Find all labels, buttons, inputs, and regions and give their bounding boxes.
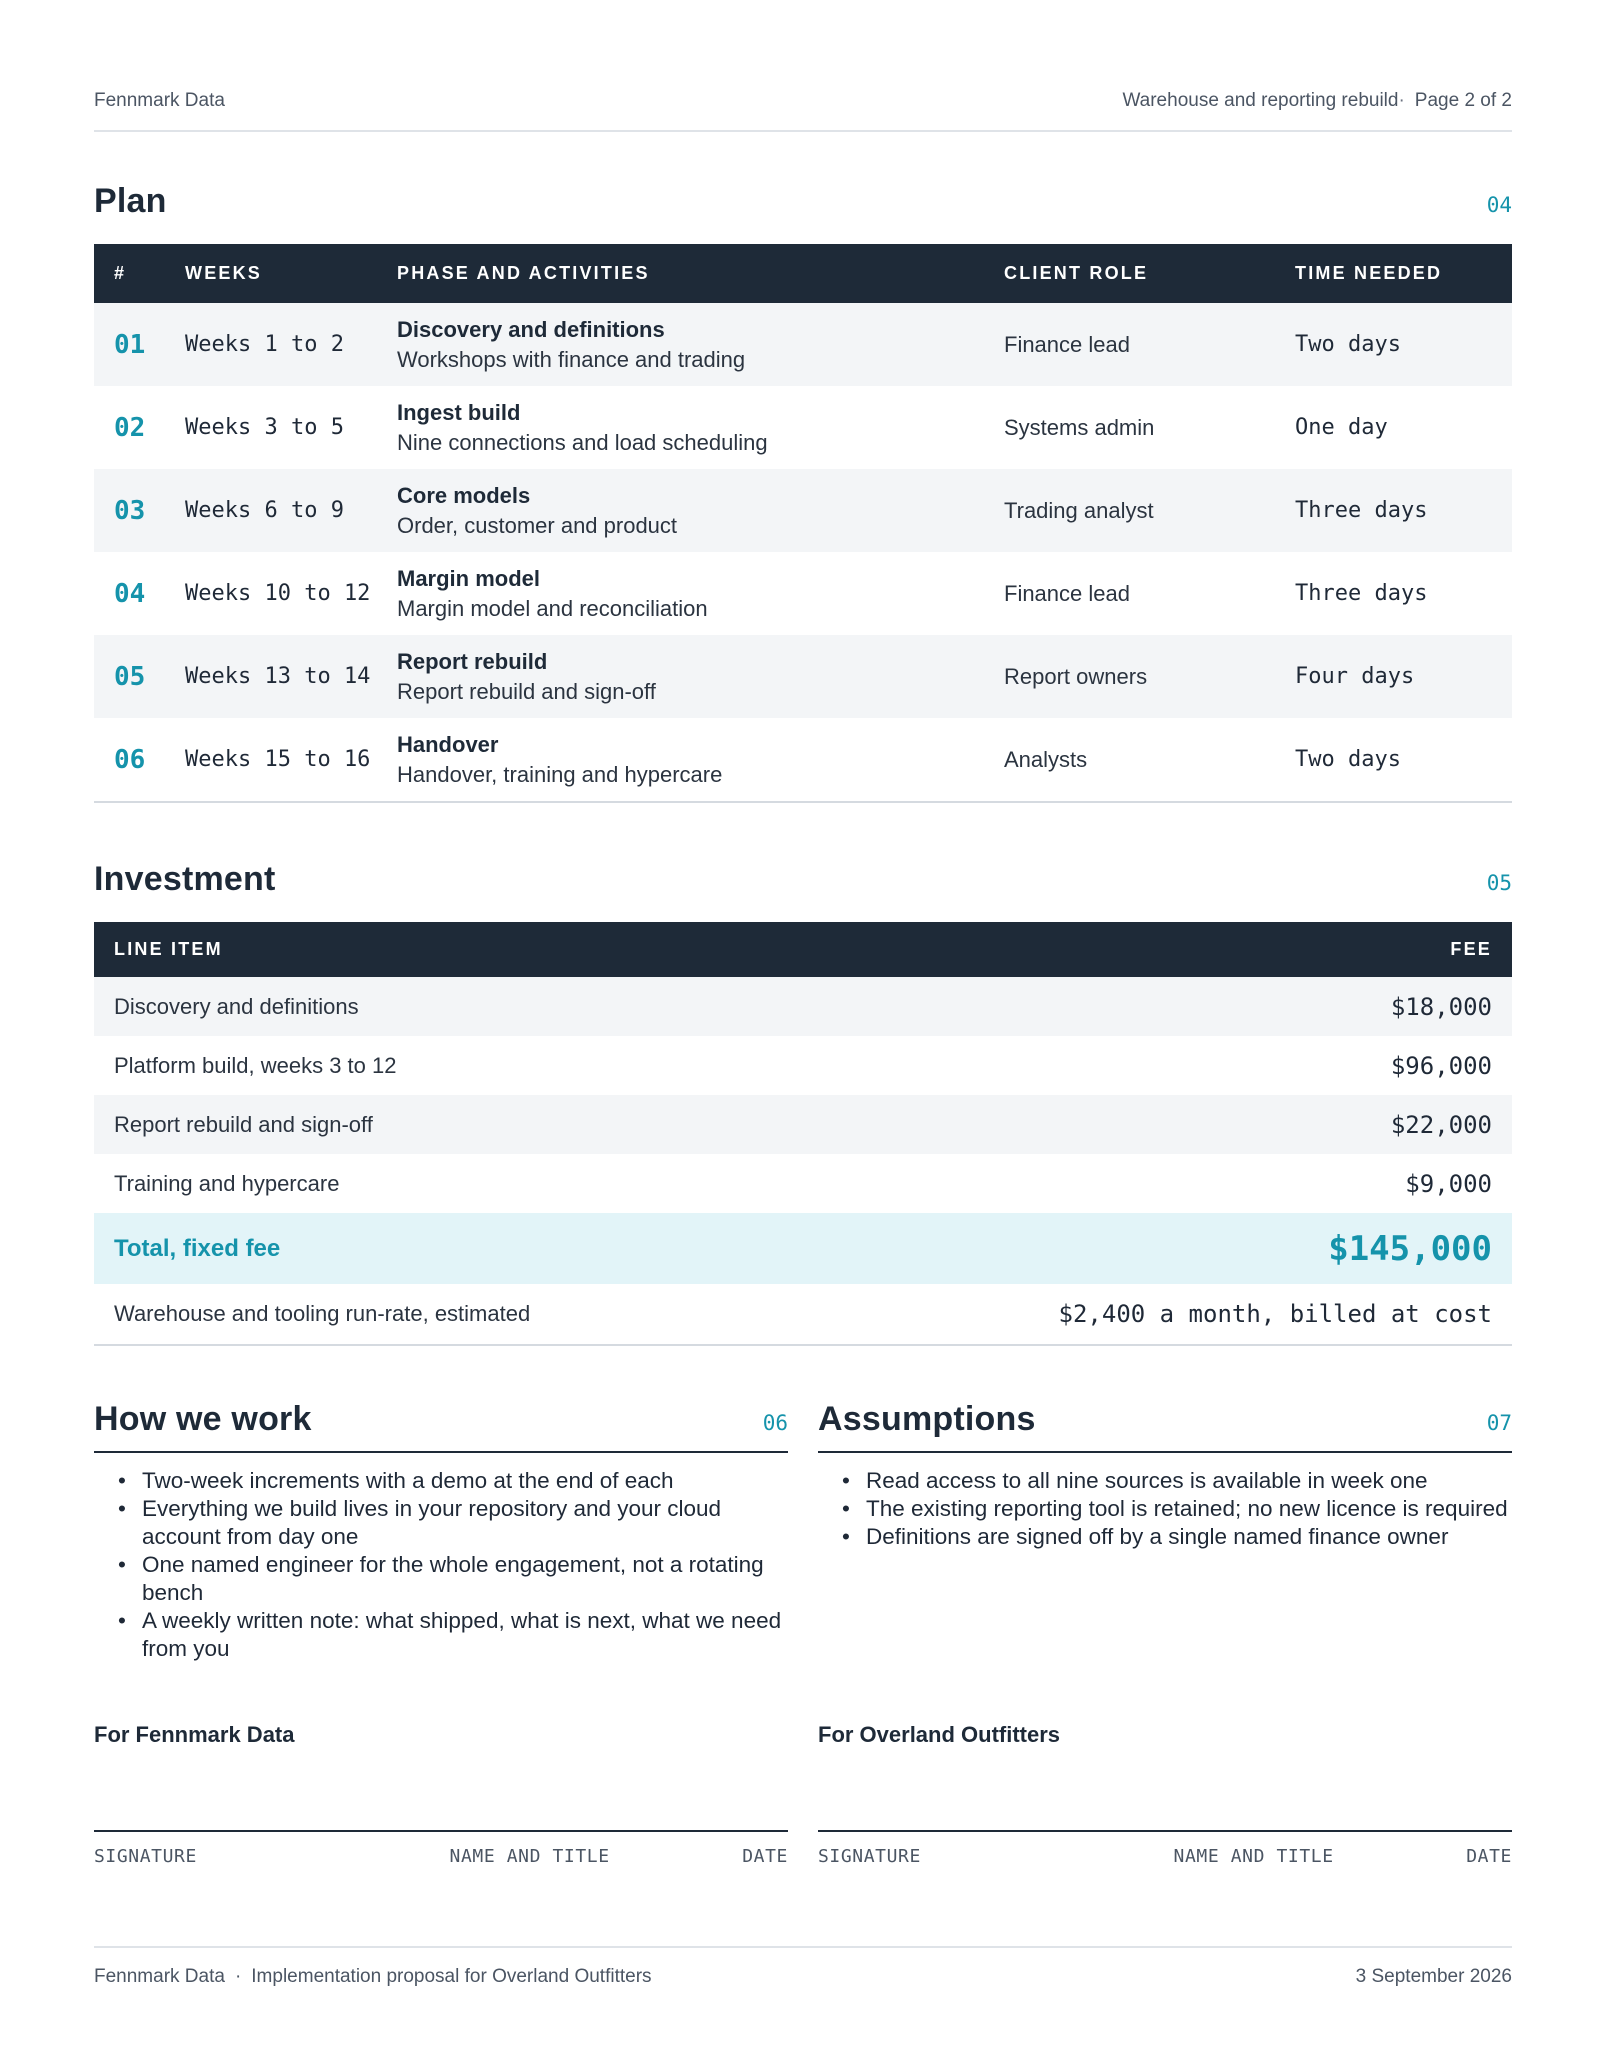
list-item: • Read access to all nine sources is available in week one — [818, 1467, 1512, 1495]
investment-col-item: LINE ITEM — [114, 939, 223, 959]
time-needed: Three days — [1295, 581, 1428, 606]
plan-number: 04 — [1486, 193, 1512, 217]
list-item: • One named engineer for the whole engagement, not a rotating bench — [94, 1551, 788, 1607]
plan-col-time: TIME NEEDED — [1295, 263, 1443, 283]
assumptions-heading — [818, 1400, 1512, 1453]
table-row — [94, 469, 1512, 552]
line-fee: $9,000 — [1405, 1169, 1492, 1198]
phase-weeks: Weeks 10 to 12 — [185, 581, 371, 606]
signature-block-fennmark — [94, 1722, 788, 1867]
footer-document: Implementation proposal for Overland Outfitters — [251, 1966, 652, 1987]
client-role: Trading analyst — [1004, 497, 1154, 523]
line-item: Training and hypercare — [114, 1170, 340, 1196]
header-project: Warehouse and reporting rebuild — [1122, 90, 1399, 111]
name-title-label: NAME AND TITLE — [449, 1846, 610, 1867]
phase-activities: Order, customer and product — [397, 512, 678, 538]
phase-number: 03 — [114, 495, 146, 526]
assumptions-title: Assumptions — [818, 1400, 1036, 1438]
signature-labels — [94, 1846, 788, 1867]
assumptions-list — [818, 1467, 1512, 1551]
runrate-fee: $2,400 a month, billed at cost — [1058, 1300, 1492, 1328]
signature-label: SIGNATURE — [818, 1846, 921, 1867]
phase-number: 01 — [114, 329, 146, 360]
list-item: • Definitions are signed off by a single named finance owner — [818, 1523, 1512, 1551]
phase-title: Core models — [397, 482, 531, 508]
signature-line — [94, 1830, 788, 1832]
phase-title: Report rebuild — [397, 648, 548, 674]
phase-cell — [397, 649, 1004, 705]
line-fee: $96,000 — [1390, 1051, 1492, 1080]
how-we-work-title: How we work — [94, 1400, 312, 1438]
runrate-row — [94, 1284, 1512, 1344]
table-row — [94, 1154, 1512, 1213]
signature-label: SIGNATURE — [94, 1846, 197, 1867]
line-item: Report rebuild and sign-off — [114, 1111, 373, 1137]
phase-activities: Report rebuild and sign-off — [397, 678, 656, 704]
plan-col-weeks: WEEKS — [185, 263, 263, 283]
investment-number: 05 — [1486, 871, 1512, 895]
investment-title: Investment — [94, 860, 276, 898]
phase-activities: Margin model and reconciliation — [397, 595, 708, 621]
total-fee: $145,000 — [1328, 1228, 1492, 1269]
phase-title: Discovery and definitions — [397, 316, 665, 342]
client-role: Finance lead — [1004, 331, 1130, 357]
assumptions-section — [818, 1400, 1512, 1551]
phase-title: Handover — [397, 731, 499, 757]
signature-labels — [818, 1846, 1512, 1867]
phase-activities: Nine connections and load scheduling — [397, 429, 768, 455]
phase-weeks: Weeks 13 to 14 — [185, 664, 371, 689]
how-we-work-section — [94, 1400, 788, 1663]
runrate-label: Warehouse and tooling run-rate, estimated — [114, 1301, 531, 1326]
client-role: Report owners — [1004, 663, 1148, 689]
phase-cell — [397, 566, 1004, 622]
table-row — [94, 386, 1512, 469]
phase-weeks: Weeks 15 to 16 — [185, 747, 371, 772]
signature-party: For Fennmark Data — [94, 1722, 295, 1747]
phase-number: 05 — [114, 661, 146, 692]
phase-activities: Workshops with finance and trading — [397, 346, 746, 372]
time-needed: Three days — [1295, 498, 1428, 523]
line-fee: $22,000 — [1390, 1110, 1492, 1139]
table-row — [94, 977, 1512, 1036]
list-item: • Everything we build lives in your repository and your cloud account from day one — [94, 1495, 788, 1551]
plan-col-number: # — [114, 263, 127, 283]
table-row — [94, 1036, 1512, 1095]
time-needed: Two days — [1295, 747, 1401, 772]
plan-col-role: CLIENT ROLE — [1004, 263, 1149, 283]
client-role: Finance lead — [1004, 580, 1130, 606]
phase-number: 02 — [114, 412, 146, 443]
date-label: DATE — [742, 1846, 788, 1867]
table-row — [94, 1095, 1512, 1154]
signature-line — [818, 1830, 1512, 1832]
phase-weeks: Weeks 6 to 9 — [185, 498, 344, 523]
header-page: Page 2 of 2 — [1414, 90, 1512, 111]
phase-weeks: Weeks 3 to 5 — [185, 415, 344, 440]
name-title-label: NAME AND TITLE — [1173, 1846, 1334, 1867]
investment-heading — [94, 860, 1512, 899]
line-fee: $18,000 — [1390, 992, 1492, 1021]
how-we-work-list — [94, 1467, 788, 1663]
page-footer — [94, 1946, 1512, 1988]
running-header — [94, 90, 1512, 132]
phase-title: Ingest build — [397, 399, 521, 425]
signature-block-overland — [818, 1722, 1512, 1867]
line-item: Platform build, weeks 3 to 12 — [114, 1052, 397, 1078]
header-right — [1122, 90, 1512, 112]
plan-title: Plan — [94, 182, 167, 220]
phase-cell — [397, 317, 1004, 373]
investment-col-fee: FEE — [1450, 939, 1492, 959]
phase-cell — [397, 732, 1004, 788]
client-role: Systems admin — [1004, 414, 1155, 440]
plan-table-header — [94, 244, 1512, 303]
time-needed: One day — [1295, 415, 1388, 440]
date-label: DATE — [1466, 1846, 1512, 1867]
phase-cell — [397, 483, 1004, 539]
how-we-work-heading — [94, 1400, 788, 1453]
phase-title: Margin model — [397, 565, 541, 591]
investment-table — [94, 922, 1512, 1346]
investment-table-header — [94, 922, 1512, 977]
plan-heading — [94, 182, 1512, 221]
phase-cell — [397, 400, 1004, 456]
how-we-work-number: 06 — [762, 1411, 788, 1435]
time-needed: Two days — [1295, 332, 1401, 357]
table-row — [94, 552, 1512, 635]
phase-weeks: Weeks 1 to 2 — [185, 332, 344, 357]
table-row — [94, 303, 1512, 386]
line-item: Discovery and definitions — [114, 993, 359, 1019]
plan-table — [94, 244, 1512, 803]
footer-left — [94, 1966, 652, 1988]
phase-number: 06 — [114, 744, 146, 775]
header-separator: · — [1398, 90, 1405, 111]
list-item: • A weekly written note: what shipped, what is next, what we need from you — [94, 1607, 788, 1663]
footer-company: Fennmark Data — [94, 1966, 225, 1987]
footer-separator: · — [234, 1966, 242, 1987]
table-row — [94, 718, 1512, 801]
time-needed: Four days — [1295, 664, 1415, 689]
phase-number: 04 — [114, 578, 146, 609]
client-role: Analysts — [1004, 746, 1088, 772]
list-item: • The existing reporting tool is retained; no new licence is required — [818, 1495, 1512, 1523]
list-item: • Two-week increments with a demo at the end of each — [94, 1467, 788, 1495]
total-label: Total, fixed fee — [114, 1234, 281, 1262]
header-company: Fennmark Data — [94, 90, 225, 111]
plan-col-phase: PHASE AND ACTIVITIES — [397, 263, 650, 283]
phase-activities: Handover, training and hypercare — [397, 761, 723, 787]
footer-date: 3 September 2026 — [1355, 1966, 1512, 1987]
table-row — [94, 635, 1512, 718]
signature-party: For Overland Outfitters — [818, 1722, 1061, 1747]
assumptions-number: 07 — [1486, 1411, 1512, 1435]
total-row — [94, 1213, 1512, 1284]
